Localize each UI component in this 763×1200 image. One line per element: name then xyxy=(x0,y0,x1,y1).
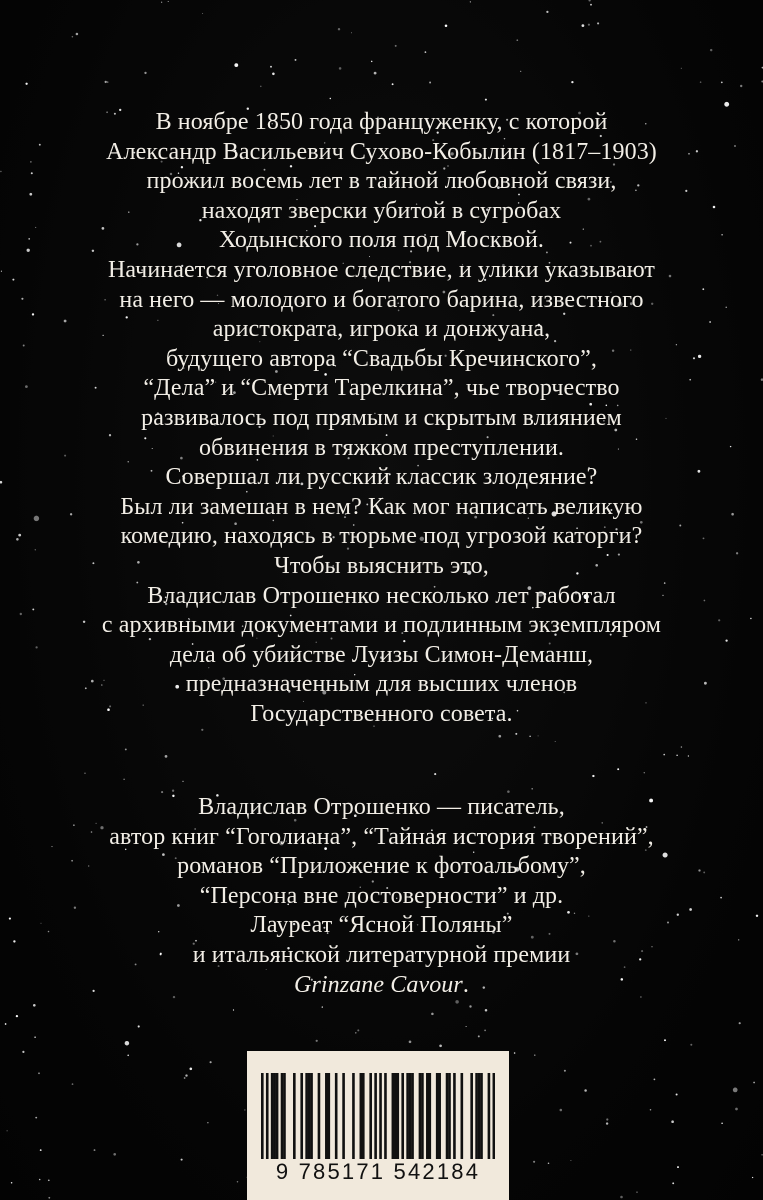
annotation-line: аристократа, игрока и донжуана, xyxy=(212,316,551,343)
annotation-line: В ноябре 1850 года француженку, с которой xyxy=(155,109,608,135)
prize-name: Grinzane Cavour xyxy=(294,971,463,998)
annotation-line: развивалось под прямым и скрытым влиянием xyxy=(141,404,622,431)
annotation-line: дела об убийстве Луизы Симон-Деманш, xyxy=(169,641,594,668)
annotation-line: прожил восемь лет в тайной любовной связи, xyxy=(146,168,617,195)
annotation-line: обвинения в тяжком преступлении. xyxy=(198,434,565,461)
author-bio-line: автор книг “Гоголиана”, “Тайная история творений”, xyxy=(109,823,654,850)
book-annotation xyxy=(0,108,763,729)
author-bio-last-line xyxy=(0,971,763,1001)
author-bio xyxy=(0,793,763,1000)
annotation-line: Государственного совета. xyxy=(250,700,513,727)
annotation-line: на него — молодого и богатого барина, известного xyxy=(119,286,644,313)
annotation-line: Начинается уголовное следствие, и улики указывают xyxy=(107,256,656,283)
annotation-line: Ходынского поля под Москвой. xyxy=(218,227,545,254)
author-bio-line: “Персона вне достоверности” и др. xyxy=(199,882,564,909)
annotation-line: “Дела” и “Смерти Тарелкина”, чье творчество xyxy=(143,375,620,402)
annotation-line: Совершал ли русский классик злодеяние? xyxy=(165,464,598,491)
annotation-line: будущего автора “Свадьбы Кречинского”, xyxy=(165,345,598,372)
author-bio-line: романов “Приложение к фотоальбому”, xyxy=(177,853,586,880)
annotation-line: с архивными документами и подлинным экземпляром xyxy=(101,612,662,639)
annotation-line: Владислав Отрошенко несколько лет работал xyxy=(147,582,616,609)
isbn-number: 9 785171 542184 xyxy=(275,1159,481,1184)
prize-suffix: . xyxy=(462,971,469,998)
annotation-line: предназначенным для высших членов xyxy=(185,671,578,698)
author-bio-line: Лауреат “Ясной Поляны” xyxy=(250,912,513,939)
annotation-line: Был ли замешан в нем? Как мог написать великую xyxy=(120,493,643,520)
author-bio-line: и итальянской литературной премии xyxy=(192,941,571,968)
barcode-icon xyxy=(261,1073,495,1159)
isbn-barcode-panel xyxy=(247,1051,509,1200)
annotation-line: Александр Васильевич Сухово-Кобылин (1817–1903) xyxy=(106,138,657,165)
author-bio-line: Владислав Отрошенко — писатель, xyxy=(198,794,565,820)
annotation-line: находят зверски убитой в сугробах xyxy=(201,197,562,224)
annotation-line: комедию, находясь в тюрьме под угрозой каторги? xyxy=(120,523,643,550)
annotation-line: Чтобы выяснить это, xyxy=(274,552,489,579)
